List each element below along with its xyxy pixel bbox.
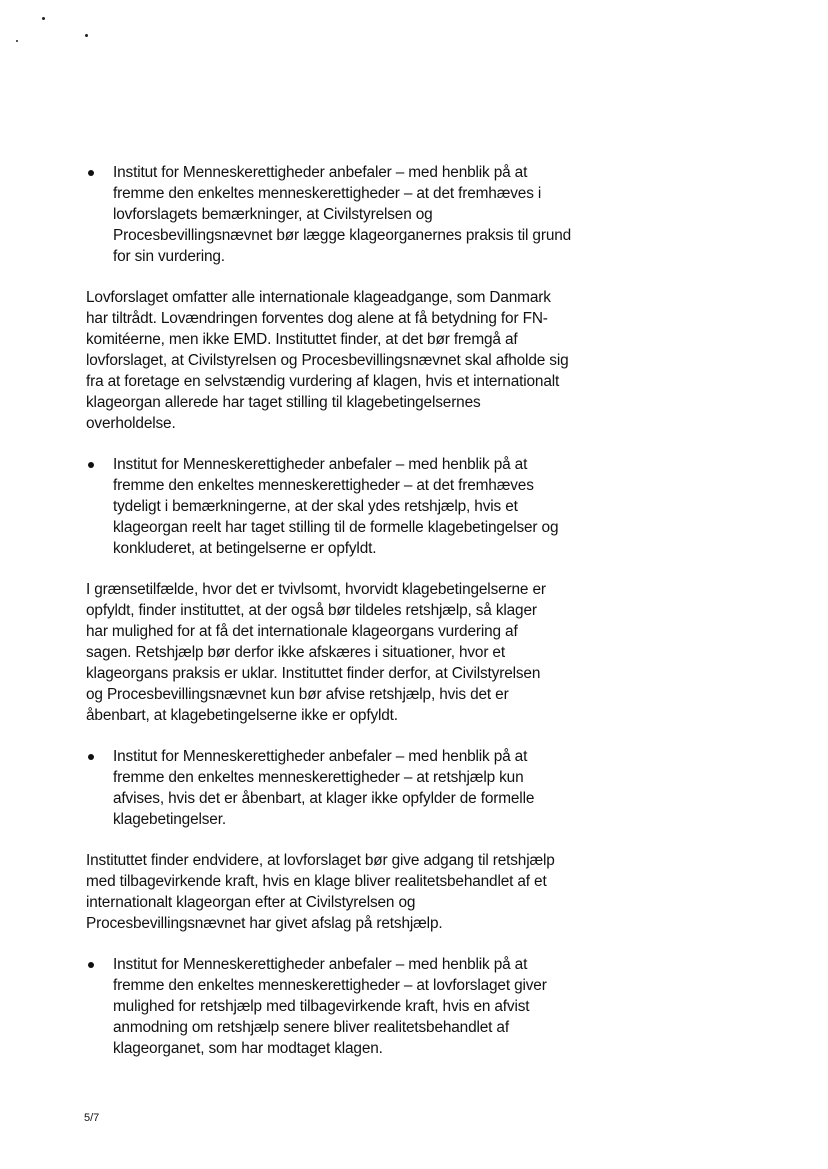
text-line: afvises, hvis det er åbenbart, at klager ikke opfylder de formelle (113, 790, 535, 807)
text-line: Lovforslaget omfatter alle internationale klageadgange, som Danmark (86, 289, 551, 306)
text-line: lovforslaget, at Civilstyrelsen og Procesbevillingsnævnet skal afholde sig (86, 352, 569, 369)
text-line: fra at foretage en selvstændig vurdering af klagen, hvis et internationalt (86, 373, 560, 390)
recommendation-bullet (86, 954, 586, 1059)
page-number: 5/7 (84, 1112, 100, 1124)
text-line: mulighed for retshjælp med tilbagevirkende kraft, hvis en afvist (113, 998, 530, 1015)
scan-speck (16, 40, 18, 42)
recommendation-bullet (86, 746, 586, 830)
bullet-icon (88, 170, 94, 176)
text-line: fremme den enkeltes menneskerettigheder – at lovforslaget giver (113, 977, 547, 994)
text-line: Procesbevillingsnævnet bør lægge klageorganernes praksis til grund (113, 227, 572, 244)
text-line: fremme den enkeltes menneskerettigheder – at det fremhæves i (113, 185, 542, 202)
text-line: Procesbevillingsnævnet har givet afslag på retshjælp. (86, 915, 443, 932)
text-line: opfyldt, finder instituttet, at der også bør tildeles retshjælp, så klager (86, 602, 537, 619)
bullet-icon (88, 462, 94, 468)
text-line: Institut for Menneskerettigheder anbefaler – med henblik på at (113, 956, 528, 973)
text-line: Institut for Menneskerettigheder anbefaler – med henblik på at (113, 164, 528, 181)
text-line: Institut for Menneskerettigheder anbefaler – med henblik på at (113, 748, 528, 765)
text-line: I grænsetilfælde, hvor det er tvivlsomt, hvorvidt klagebetingelserne er (86, 581, 546, 598)
text-line: overholdelse. (86, 415, 176, 432)
scan-speck (42, 17, 45, 20)
text-line: konkluderet, at betingelserne er opfyldt. (113, 540, 377, 557)
text-line: og Procesbevillingsnævnet kun bør afvise retshjælp, hvis det er (86, 686, 509, 703)
text-line: har mulighed for at få det internationale klageorgans vurdering af (86, 623, 518, 640)
bullet-icon (88, 754, 94, 760)
text-line: lovforslagets bemærkninger, at Civilstyrelsen og (113, 206, 433, 223)
text-line: sagen. Retshjælp bør derfor ikke afskæres i situationer, hvor et (86, 644, 505, 661)
body-paragraph (86, 850, 586, 934)
text-line: Instituttet finder endvidere, at lovforslaget bør give adgang til retshjælp (86, 852, 555, 869)
text-line: Institut for Menneskerettigheder anbefaler – med henblik på at (113, 456, 528, 473)
text-line: klageorgan allerede har taget stilling til klagebetingelsernes (86, 394, 481, 411)
text-line: for sin vurdering. (113, 248, 225, 265)
text-line: klageorgans praksis er uklar. Instituttet finder derfor, at Civilstyrelsen (86, 665, 541, 682)
body-paragraph (86, 287, 586, 434)
text-line: klageorgan reelt har taget stilling til de formelle klagebetingelser og (113, 519, 559, 536)
text-line: åbenbart, at klagebetingelserne ikke er opfyldt. (86, 707, 398, 724)
text-line: fremme den enkeltes menneskerettigheder – at retshjælp kun (113, 769, 524, 786)
recommendation-bullet (86, 454, 586, 559)
text-line: klagebetingelser. (113, 811, 226, 828)
text-line: har tiltrådt. Lovændringen forventes dog alene at få betydning for FN- (86, 310, 548, 327)
text-line: internationalt klageorgan efter at Civilstyrelsen og (86, 894, 416, 911)
text-line: komitéerne, men ikke EMD. Instituttet finder, at det bør fremgå af (86, 331, 518, 348)
document-body (86, 162, 586, 1079)
text-line: fremme den enkeltes menneskerettigheder – at det fremhæves (113, 477, 534, 494)
text-line: tydeligt i bemærkningerne, at der skal ydes retshjælp, hvis et (113, 498, 518, 515)
text-line: anmodning om retshjælp senere bliver realitetsbehandlet af (113, 1019, 509, 1036)
text-line: med tilbagevirkende kraft, hvis en klage bliver realitetsbehandlet af et (86, 873, 547, 890)
bullet-icon (88, 962, 94, 968)
recommendation-bullet (86, 162, 586, 267)
text-line: klageorganet, som har modtaget klagen. (113, 1040, 383, 1057)
scan-speck (85, 34, 88, 37)
body-paragraph (86, 579, 586, 726)
